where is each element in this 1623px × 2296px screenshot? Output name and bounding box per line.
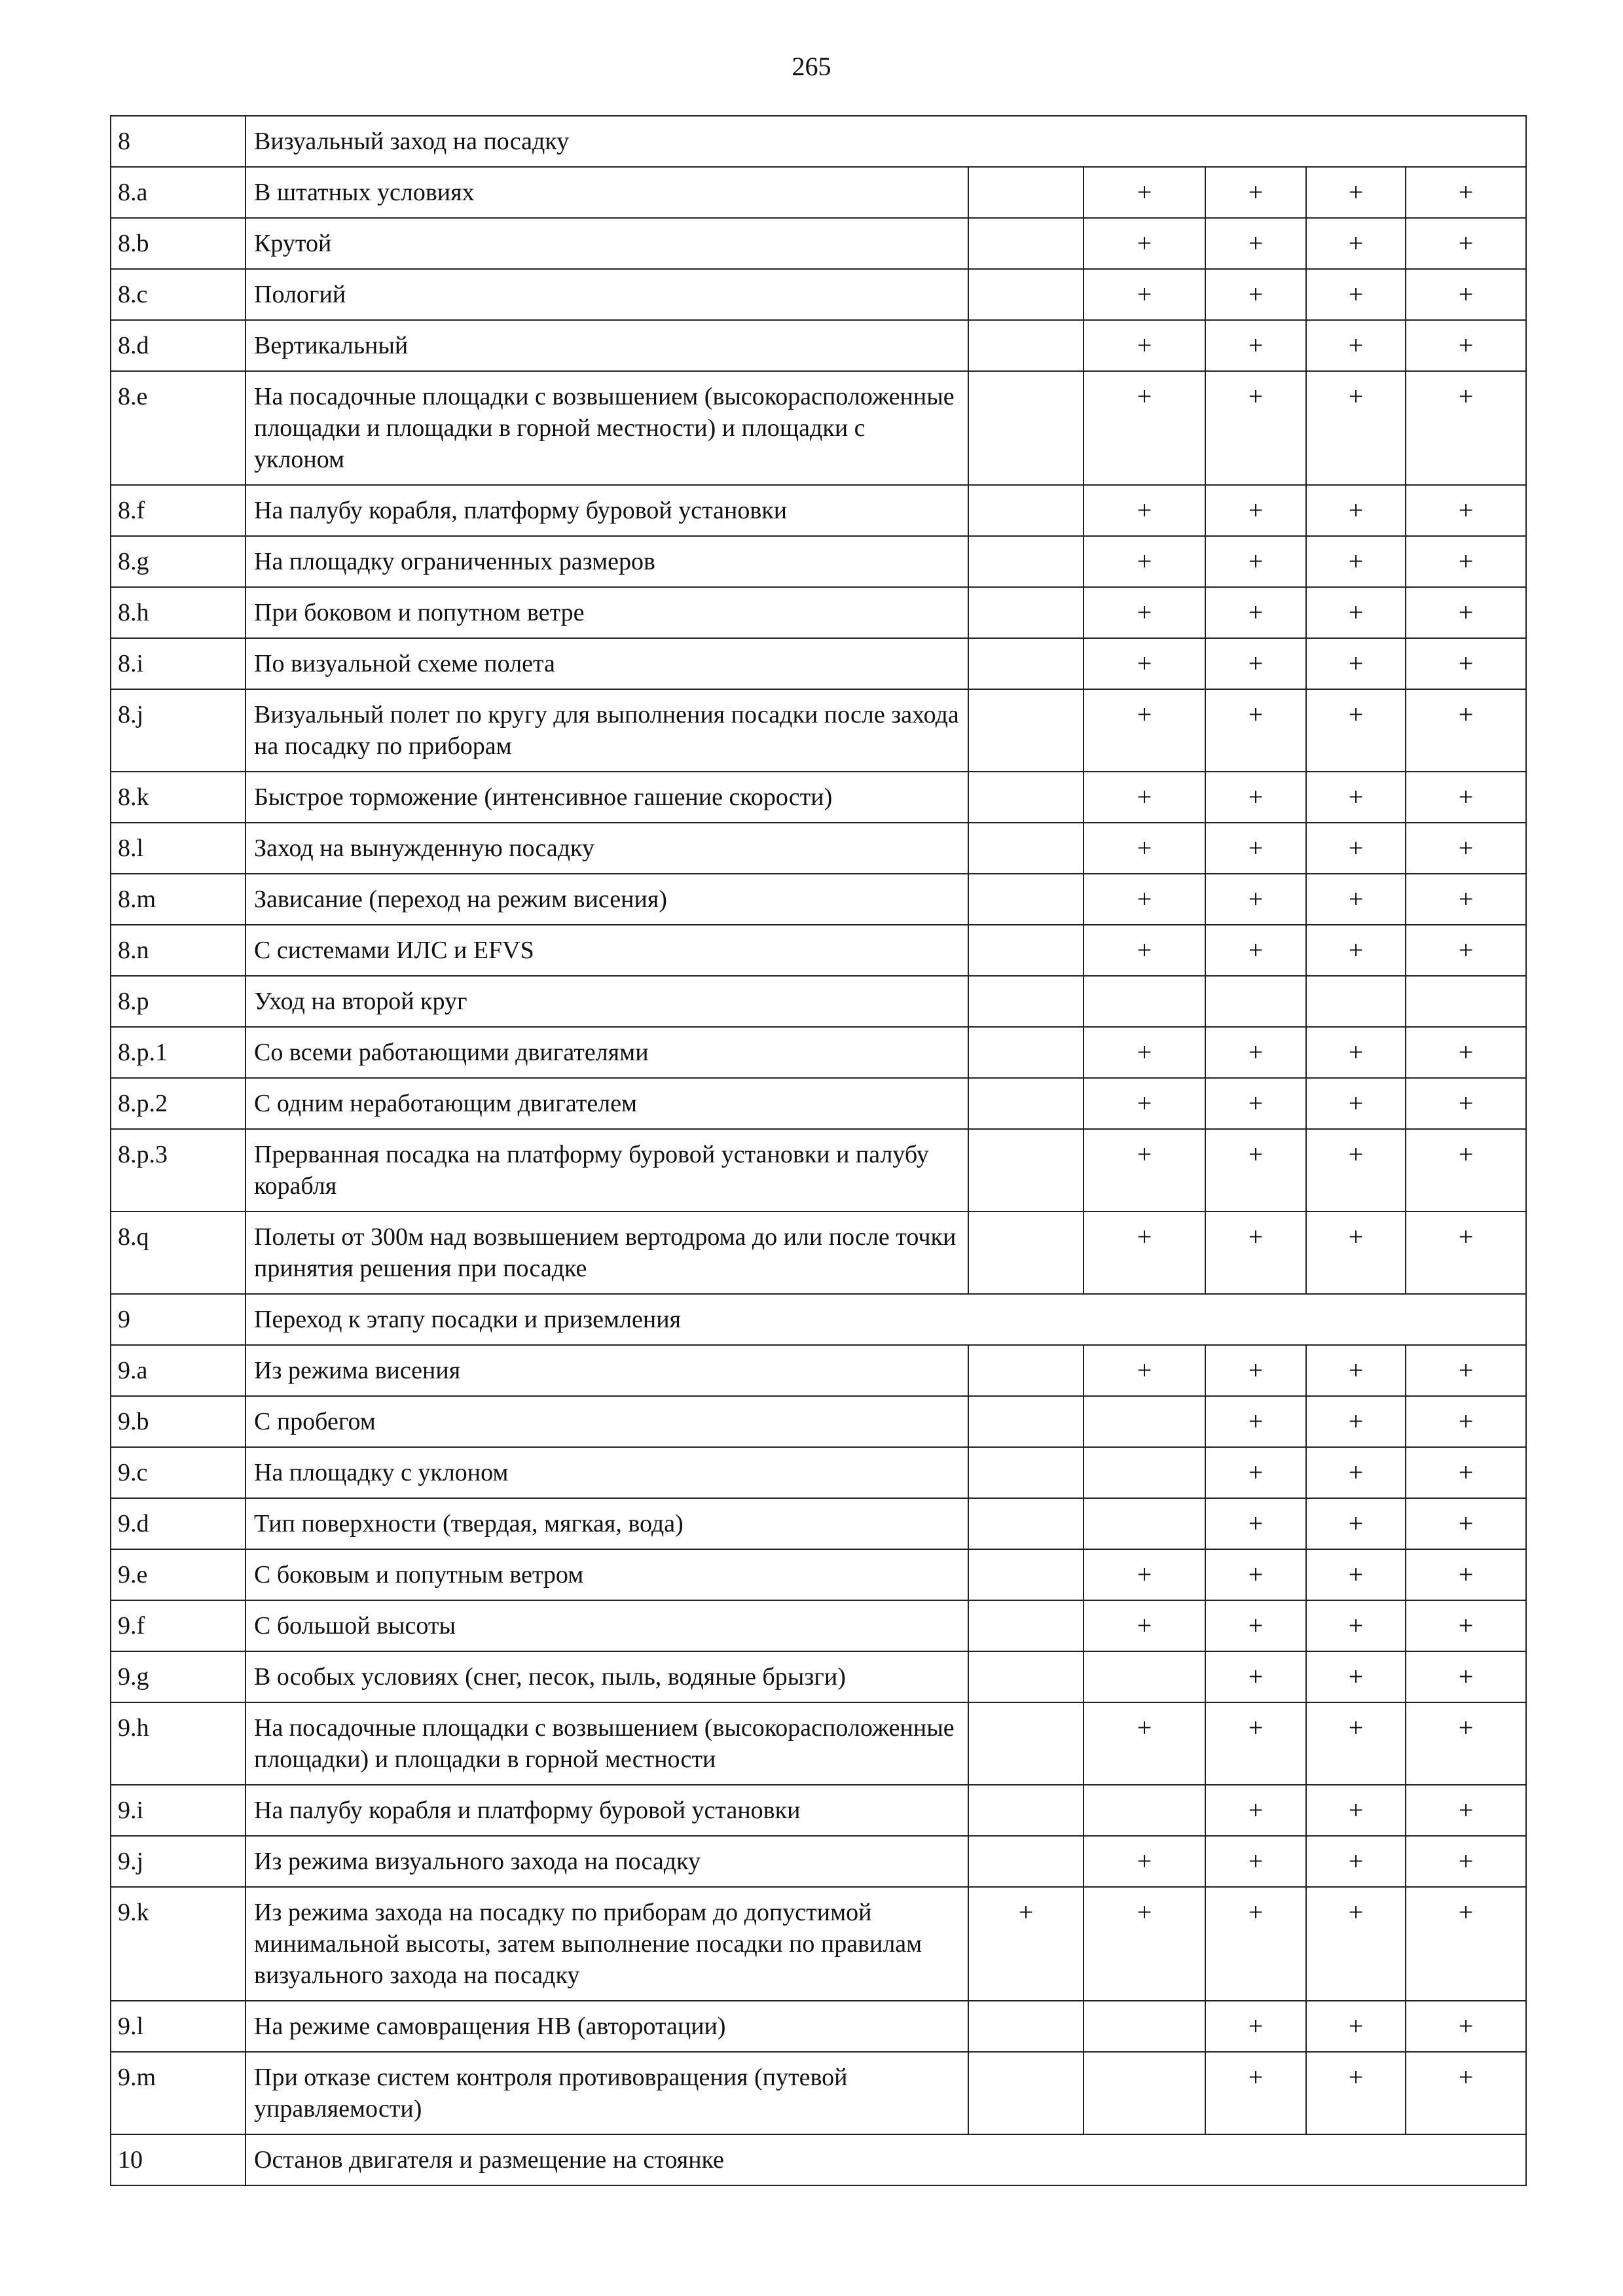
mark-cell-3 xyxy=(1205,976,1306,1027)
row-code: 9.a xyxy=(111,1345,246,1396)
mark-cell-1 xyxy=(968,1447,1084,1498)
mark-cell-4: + xyxy=(1306,2052,1406,2134)
row-description: В штатных условиях xyxy=(246,167,968,218)
table-row xyxy=(111,1211,1526,1294)
mark-cell-5: + xyxy=(1406,689,1526,772)
mark-cell-2: + xyxy=(1084,1211,1205,1294)
mark-cell-2: + xyxy=(1084,1702,1205,1785)
mark-cell-2: + xyxy=(1084,874,1205,925)
mark-cell-3: + xyxy=(1205,1027,1306,1078)
mark-cell-4: + xyxy=(1306,320,1406,371)
row-description: В особых условиях (снег, песок, пыль, водяные брызги) xyxy=(246,1651,968,1702)
row-code: 8.h xyxy=(111,587,246,638)
mark-cell-2: + xyxy=(1084,320,1205,371)
row-code: 8.p xyxy=(111,976,246,1027)
mark-cell-4: + xyxy=(1306,1549,1406,1600)
row-description: На палубу корабля и платформу буровой установки xyxy=(246,1785,968,1836)
mark-cell-3: + xyxy=(1205,269,1306,320)
table-row xyxy=(111,925,1526,976)
mark-cell-5: + xyxy=(1406,1498,1526,1549)
mark-cell-4: + xyxy=(1306,587,1406,638)
mark-cell-4: + xyxy=(1306,218,1406,269)
row-description: По визуальной схеме полета xyxy=(246,638,968,689)
row-code: 8.k xyxy=(111,772,246,823)
mark-cell-5: + xyxy=(1406,1836,1526,1887)
mark-cell-4: + xyxy=(1306,269,1406,320)
mark-cell-5 xyxy=(1406,976,1526,1027)
row-description: При отказе систем контроля противовращения (путевой управляемости) xyxy=(246,2052,968,2134)
row-description: С пробегом xyxy=(246,1396,968,1447)
mark-cell-1: + xyxy=(968,1887,1084,2001)
mark-cell-3: + xyxy=(1205,689,1306,772)
mark-cell-5: + xyxy=(1406,1345,1526,1396)
table-row xyxy=(111,823,1526,874)
mark-cell-2: + xyxy=(1084,1345,1205,1396)
mark-cell-1 xyxy=(968,1836,1084,1887)
table-row xyxy=(111,689,1526,772)
mark-cell-1 xyxy=(968,1600,1084,1651)
mark-cell-4: + xyxy=(1306,1785,1406,1836)
mark-cell-2 xyxy=(1084,1396,1205,1447)
mark-cell-2: + xyxy=(1084,536,1205,587)
row-description: С одним неработающим двигателем xyxy=(246,1078,968,1129)
mark-cell-5: + xyxy=(1406,2052,1526,2134)
row-description: На площадку с уклоном xyxy=(246,1447,968,1498)
mark-cell-2: + xyxy=(1084,823,1205,874)
table-row xyxy=(111,1027,1526,1078)
mark-cell-4: + xyxy=(1306,1836,1406,1887)
row-description: Пологий xyxy=(246,269,968,320)
row-description: При боковом и попутном ветре xyxy=(246,587,968,638)
row-description: Прерванная посадка на платформу буровой установки и палубу корабля xyxy=(246,1129,968,1211)
mark-cell-3: + xyxy=(1205,1600,1306,1651)
mark-cell-4: + xyxy=(1306,1651,1406,1702)
mark-cell-2 xyxy=(1084,1651,1205,1702)
mark-cell-5: + xyxy=(1406,1078,1526,1129)
mark-cell-5: + xyxy=(1406,2001,1526,2052)
mark-cell-4: + xyxy=(1306,638,1406,689)
section-row xyxy=(111,2134,1526,2185)
mark-cell-2: + xyxy=(1084,638,1205,689)
mark-cell-1 xyxy=(968,2052,1084,2134)
mark-cell-5: + xyxy=(1406,167,1526,218)
table-row xyxy=(111,1600,1526,1651)
table-row xyxy=(111,1549,1526,1600)
mark-cell-3: + xyxy=(1205,1129,1306,1211)
table-row xyxy=(111,320,1526,371)
row-description: На площадку ограниченных размеров xyxy=(246,536,968,587)
mark-cell-5: + xyxy=(1406,638,1526,689)
table-row xyxy=(111,976,1526,1027)
row-description: С большой высоты xyxy=(246,1600,968,1651)
table-row xyxy=(111,874,1526,925)
mark-cell-5: + xyxy=(1406,1600,1526,1651)
mark-cell-2: + xyxy=(1084,689,1205,772)
mark-cell-5: + xyxy=(1406,1785,1526,1836)
mark-cell-3: + xyxy=(1205,2001,1306,2052)
mark-cell-3: + xyxy=(1205,638,1306,689)
mark-cell-3: + xyxy=(1205,1078,1306,1129)
mark-cell-5: + xyxy=(1406,1447,1526,1498)
mark-cell-4: + xyxy=(1306,1600,1406,1651)
row-code: 9.c xyxy=(111,1447,246,1498)
mark-cell-1 xyxy=(968,925,1084,976)
mark-cell-5: + xyxy=(1406,587,1526,638)
row-code: 8.g xyxy=(111,536,246,587)
mark-cell-4: + xyxy=(1306,1447,1406,1498)
mark-cell-1 xyxy=(968,371,1084,485)
mark-cell-3: + xyxy=(1205,1498,1306,1549)
mark-cell-3: + xyxy=(1205,1702,1306,1785)
mark-cell-4: + xyxy=(1306,772,1406,823)
mark-cell-2 xyxy=(1084,2001,1205,2052)
mark-cell-2: + xyxy=(1084,485,1205,536)
mark-cell-4: + xyxy=(1306,874,1406,925)
table-row xyxy=(111,1836,1526,1887)
mark-cell-1 xyxy=(968,976,1084,1027)
table-row xyxy=(111,638,1526,689)
mark-cell-4: + xyxy=(1306,1887,1406,2001)
table-row xyxy=(111,587,1526,638)
mark-cell-1 xyxy=(968,823,1084,874)
mark-cell-4: + xyxy=(1306,485,1406,536)
row-code: 8.f xyxy=(111,485,246,536)
row-description: Из режима захода на посадку по приборам до допустимой минимальной высоты, затем выполнение посадки по правилам визуального захода на посадку xyxy=(246,1887,968,2001)
mark-cell-5: + xyxy=(1406,1027,1526,1078)
mark-cell-5: + xyxy=(1406,320,1526,371)
mark-cell-1 xyxy=(968,689,1084,772)
row-description: Останов двигателя и размещение на стоянке xyxy=(246,2134,1526,2185)
mark-cell-1 xyxy=(968,1027,1084,1078)
mark-cell-5: + xyxy=(1406,1211,1526,1294)
row-code: 9.e xyxy=(111,1549,246,1600)
mark-cell-4: + xyxy=(1306,823,1406,874)
mark-cell-4: + xyxy=(1306,167,1406,218)
row-code: 8.q xyxy=(111,1211,246,1294)
mark-cell-2: + xyxy=(1084,1887,1205,2001)
mark-cell-5: + xyxy=(1406,772,1526,823)
mark-cell-3: + xyxy=(1205,371,1306,485)
table-row xyxy=(111,1498,1526,1549)
mark-cell-3: + xyxy=(1205,823,1306,874)
mark-cell-4: + xyxy=(1306,536,1406,587)
section-row xyxy=(111,116,1526,167)
table-row xyxy=(111,1078,1526,1129)
mark-cell-4: + xyxy=(1306,2001,1406,2052)
mark-cell-2: + xyxy=(1084,1600,1205,1651)
mark-cell-1 xyxy=(968,1785,1084,1836)
mark-cell-1 xyxy=(968,269,1084,320)
mark-cell-4: + xyxy=(1306,1396,1406,1447)
mark-cell-4: + xyxy=(1306,689,1406,772)
mark-cell-1 xyxy=(968,218,1084,269)
mark-cell-2: + xyxy=(1084,1027,1205,1078)
section-row xyxy=(111,1294,1526,1345)
row-code: 8.l xyxy=(111,823,246,874)
row-description: Уход на второй круг xyxy=(246,976,968,1027)
mark-cell-5: + xyxy=(1406,218,1526,269)
row-code: 8 xyxy=(111,116,246,167)
mark-cell-3: + xyxy=(1205,874,1306,925)
mark-cell-4: + xyxy=(1306,1345,1406,1396)
mark-cell-1 xyxy=(968,320,1084,371)
mark-cell-3: + xyxy=(1205,1345,1306,1396)
mark-cell-4: + xyxy=(1306,1498,1406,1549)
mark-cell-1 xyxy=(968,1129,1084,1211)
mark-cell-1 xyxy=(968,1078,1084,1129)
row-code: 8.n xyxy=(111,925,246,976)
mark-cell-3: + xyxy=(1205,1447,1306,1498)
mark-cell-3: + xyxy=(1205,320,1306,371)
mark-cell-3: + xyxy=(1205,1836,1306,1887)
mark-cell-4: + xyxy=(1306,1027,1406,1078)
mark-cell-1 xyxy=(968,167,1084,218)
row-description: Вертикальный xyxy=(246,320,968,371)
mark-cell-2: + xyxy=(1084,925,1205,976)
mark-cell-2 xyxy=(1084,1447,1205,1498)
mark-cell-5: + xyxy=(1406,1651,1526,1702)
table-row xyxy=(111,1396,1526,1447)
mark-cell-5: + xyxy=(1406,1887,1526,2001)
mark-cell-2: + xyxy=(1084,1129,1205,1211)
mark-cell-3: + xyxy=(1205,925,1306,976)
table-row xyxy=(111,1651,1526,1702)
mark-cell-3: + xyxy=(1205,1651,1306,1702)
mark-cell-2 xyxy=(1084,1498,1205,1549)
mark-cell-3: + xyxy=(1205,2052,1306,2134)
mark-cell-5: + xyxy=(1406,1702,1526,1785)
row-description: Полеты от 300м над возвышением вертодрома до или после точки принятия решения при посадке xyxy=(246,1211,968,1294)
table-row xyxy=(111,1129,1526,1211)
mark-cell-2: + xyxy=(1084,1549,1205,1600)
mark-cell-3: + xyxy=(1205,485,1306,536)
row-description: Заход на вынужденную посадку xyxy=(246,823,968,874)
mark-cell-5: + xyxy=(1406,371,1526,485)
procedures-table xyxy=(110,115,1527,2186)
row-description: На палубу корабля, платформу буровой установки xyxy=(246,485,968,536)
mark-cell-5: + xyxy=(1406,925,1526,976)
table-row xyxy=(111,1887,1526,2001)
row-code: 8.a xyxy=(111,167,246,218)
mark-cell-2 xyxy=(1084,1785,1205,1836)
row-code: 8.d xyxy=(111,320,246,371)
table-row xyxy=(111,1345,1526,1396)
mark-cell-5: + xyxy=(1406,1129,1526,1211)
row-description: На посадочные площадки с возвышением (высокорасположенные площадки и площадки в горной местности) и площадки с уклоном xyxy=(246,371,968,485)
row-code: 9.d xyxy=(111,1498,246,1549)
row-description: Со всеми работающими двигателями xyxy=(246,1027,968,1078)
mark-cell-1 xyxy=(968,1702,1084,1785)
table-row xyxy=(111,167,1526,218)
mark-cell-1 xyxy=(968,1345,1084,1396)
mark-cell-3: + xyxy=(1205,1785,1306,1836)
mark-cell-5: + xyxy=(1406,269,1526,320)
mark-cell-2: + xyxy=(1084,1836,1205,1887)
mark-cell-2: + xyxy=(1084,1078,1205,1129)
mark-cell-3: + xyxy=(1205,1549,1306,1600)
mark-cell-2: + xyxy=(1084,269,1205,320)
row-code: 9.b xyxy=(111,1396,246,1447)
row-description: Переход к этапу посадки и приземления xyxy=(246,1294,1526,1345)
mark-cell-1 xyxy=(968,638,1084,689)
row-code: 8.e xyxy=(111,371,246,485)
table-row xyxy=(111,1785,1526,1836)
mark-cell-1 xyxy=(968,1498,1084,1549)
mark-cell-3: + xyxy=(1205,587,1306,638)
row-code: 10 xyxy=(111,2134,246,2185)
mark-cell-3: + xyxy=(1205,1211,1306,1294)
mark-cell-1 xyxy=(968,772,1084,823)
mark-cell-1 xyxy=(968,1396,1084,1447)
mark-cell-5: + xyxy=(1406,823,1526,874)
table-row xyxy=(111,1702,1526,1785)
mark-cell-1 xyxy=(968,874,1084,925)
mark-cell-2: + xyxy=(1084,218,1205,269)
mark-cell-4: + xyxy=(1306,925,1406,976)
mark-cell-1 xyxy=(968,587,1084,638)
table-row xyxy=(111,536,1526,587)
mark-cell-2: + xyxy=(1084,167,1205,218)
mark-cell-2: + xyxy=(1084,772,1205,823)
mark-cell-1 xyxy=(968,536,1084,587)
row-code: 9.j xyxy=(111,1836,246,1887)
mark-cell-5: + xyxy=(1406,874,1526,925)
row-code: 8.p.3 xyxy=(111,1129,246,1211)
row-code: 8.c xyxy=(111,269,246,320)
row-code: 9.f xyxy=(111,1600,246,1651)
row-description: На посадочные площадки с возвышением (высокорасположенные площадки) и площадки в горной местности xyxy=(246,1702,968,1785)
mark-cell-5: + xyxy=(1406,1396,1526,1447)
row-code: 9.m xyxy=(111,2052,246,2134)
mark-cell-3: + xyxy=(1205,167,1306,218)
mark-cell-5: + xyxy=(1406,485,1526,536)
row-code: 8.p.2 xyxy=(111,1078,246,1129)
mark-cell-4: + xyxy=(1306,371,1406,485)
page-number: 265 xyxy=(792,52,831,81)
table-row xyxy=(111,218,1526,269)
mark-cell-1 xyxy=(968,1549,1084,1600)
row-description: Из режима визуального захода на посадку xyxy=(246,1836,968,1887)
row-description: На режиме самовращения НВ (авторотации) xyxy=(246,2001,968,2052)
mark-cell-5: + xyxy=(1406,1549,1526,1600)
row-code: 9.l xyxy=(111,2001,246,2052)
mark-cell-4: + xyxy=(1306,1078,1406,1129)
row-code: 9.k xyxy=(111,1887,246,2001)
mark-cell-1 xyxy=(968,1211,1084,1294)
row-code: 8.p.1 xyxy=(111,1027,246,1078)
mark-cell-3: + xyxy=(1205,1887,1306,2001)
row-code: 8.j xyxy=(111,689,246,772)
mark-cell-3: + xyxy=(1205,218,1306,269)
mark-cell-1 xyxy=(968,485,1084,536)
row-code: 8.m xyxy=(111,874,246,925)
row-code: 8.i xyxy=(111,638,246,689)
row-description: Тип поверхности (твердая, мягкая, вода) xyxy=(246,1498,968,1549)
mark-cell-3: + xyxy=(1205,772,1306,823)
row-description: Из режима висения xyxy=(246,1345,968,1396)
table-row xyxy=(111,371,1526,485)
mark-cell-1 xyxy=(968,2001,1084,2052)
table-row xyxy=(111,772,1526,823)
mark-cell-4: + xyxy=(1306,1129,1406,1211)
mark-cell-4: + xyxy=(1306,1211,1406,1294)
row-description: Крутой xyxy=(246,218,968,269)
mark-cell-3: + xyxy=(1205,1396,1306,1447)
table-row xyxy=(111,1447,1526,1498)
row-code: 9.h xyxy=(111,1702,246,1785)
row-code: 9.i xyxy=(111,1785,246,1836)
row-description: С системами ИЛС и EFVS xyxy=(246,925,968,976)
row-description: Быстрое торможение (интенсивное гашение скорости) xyxy=(246,772,968,823)
mark-cell-2: + xyxy=(1084,587,1205,638)
table-row xyxy=(111,485,1526,536)
mark-cell-2 xyxy=(1084,2052,1205,2134)
row-description: Визуальный заход на посадку xyxy=(246,116,1526,167)
mark-cell-3: + xyxy=(1205,536,1306,587)
row-code: 9 xyxy=(111,1294,246,1345)
table-body xyxy=(111,116,1526,2185)
row-description: Зависание (переход на режим висения) xyxy=(246,874,968,925)
table-row xyxy=(111,2052,1526,2134)
mark-cell-2 xyxy=(1084,976,1205,1027)
mark-cell-1 xyxy=(968,1651,1084,1702)
row-code: 9.g xyxy=(111,1651,246,1702)
mark-cell-4 xyxy=(1306,976,1406,1027)
mark-cell-4: + xyxy=(1306,1702,1406,1785)
table-row xyxy=(111,269,1526,320)
table-row xyxy=(111,2001,1526,2052)
row-description: С боковым и попутным ветром xyxy=(246,1549,968,1600)
row-code: 8.b xyxy=(111,218,246,269)
mark-cell-2: + xyxy=(1084,371,1205,485)
mark-cell-5: + xyxy=(1406,536,1526,587)
row-description: Визуальный полет по кругу для выполнения посадки после захода на посадку по приборам xyxy=(246,689,968,772)
